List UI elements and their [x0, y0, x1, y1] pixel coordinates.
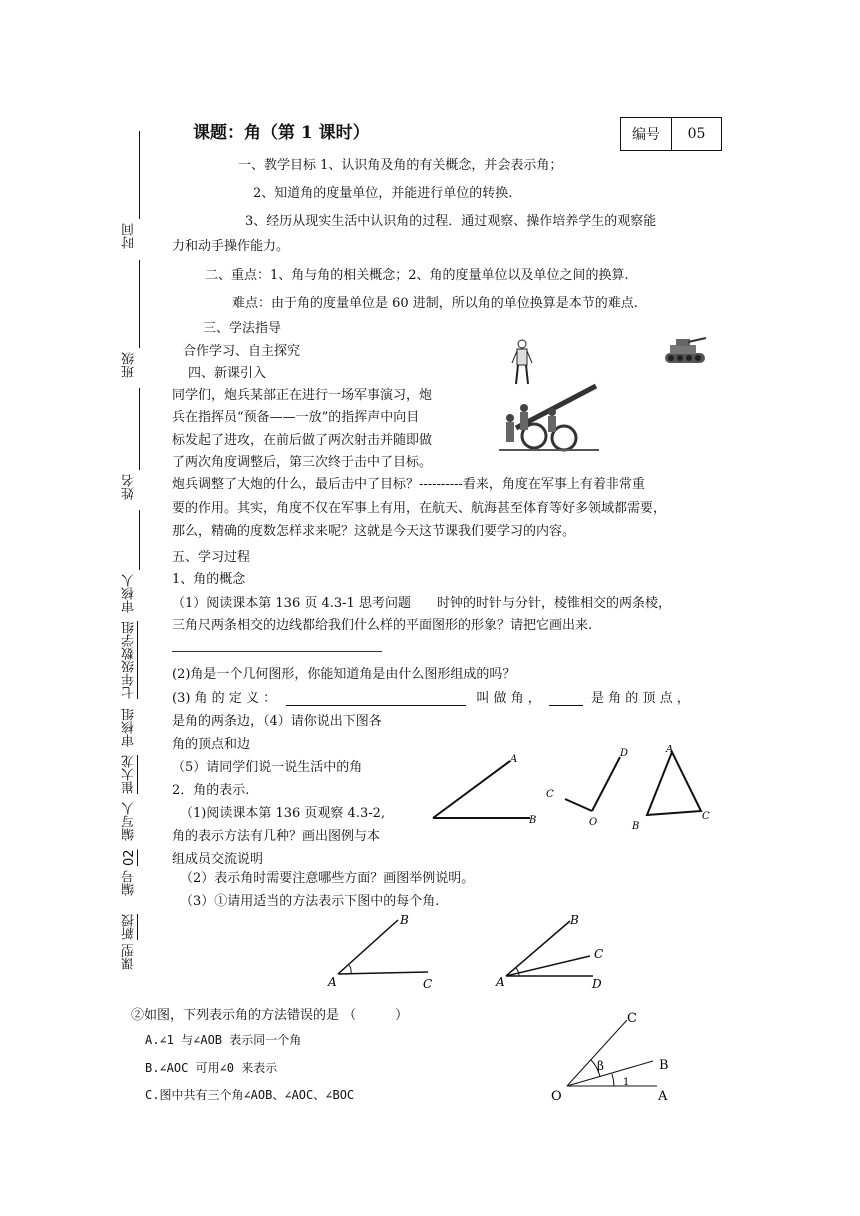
sidebar-author-value: 崔大龙: [122, 754, 137, 794]
goal-line-1: 一、教学目标 1、认识角及角的有关概念，并会表示角；: [238, 158, 563, 173]
choice-question-stem: ②如图，下列表示角的方法错误的是 （ ）: [131, 1008, 409, 1023]
angle-figure-4: [327, 913, 432, 991]
angle-figure-3: [631, 745, 710, 832]
sidebar-class-label: 班级: [122, 351, 137, 378]
choice-option-b[interactable]: B.∠AOC 可用∠0 来表示: [145, 1061, 278, 1075]
question-1-line-b: 三角尺两条相交的边线都给我们什么样的平面图形的形象？请把它画出来.: [172, 618, 593, 633]
method-body: 合作学习、自主探究: [183, 344, 301, 359]
definition-prefix: (3) 角 的 定 义 ：: [172, 691, 277, 706]
tank-illustration: [662, 333, 708, 369]
figure-label: B: [529, 815, 537, 826]
answer-line: [172, 651, 382, 652]
representation-q3: （3）①请用适当的方法表示下图中的每个角.: [180, 894, 440, 909]
intro-line: 标发起了进攻，在前后做了两次射击并随即做: [172, 433, 433, 448]
difficulty-line: 难点：由于角的度量单位是 60 进制，所以角的单位换算是本节的难点.: [232, 296, 638, 311]
process-heading: 五、学习过程: [172, 550, 251, 565]
concept-subheading: 1、角的概念: [172, 572, 246, 587]
figure-label: C: [594, 947, 604, 961]
figure-label: B: [400, 913, 409, 927]
intro-line: 炮兵调整了大炮的什么，最后击中了目标？----------看来，角度在军事上有着非常重: [172, 477, 645, 492]
intro-line: 那么，精确的度数怎样求来呢？这就是今天这节课我们要学习的内容。: [172, 524, 576, 539]
figure-label: O: [589, 817, 598, 828]
angle-figures-row-2: [320, 906, 640, 996]
figure-label: A: [510, 754, 518, 765]
sidebar-lesson-type-label: 课型: [122, 944, 137, 970]
question-1-line-a: （1）阅读课本第 136 页 4.3-1 思考问题 时钟的时针与分针，棱锥相交的两条棱，: [172, 596, 671, 611]
sidebar-author-label: 编写人: [122, 801, 137, 841]
figure-label: D: [620, 748, 629, 759]
figure-label: A: [328, 975, 337, 989]
sidebar-number-label: 编号: [122, 869, 137, 896]
method-heading: 三、学法指导: [203, 321, 282, 336]
definition-blank[interactable]: [286, 691, 466, 706]
choice-option-a[interactable]: A.∠1 与∠AOB 表示同一个角: [145, 1033, 302, 1047]
angle-figure-5: [495, 913, 603, 991]
figure-label: β: [597, 1059, 604, 1073]
sidebar-name-blank: [125, 388, 140, 470]
page-title: 课题：角（第 1 课时）: [193, 123, 370, 143]
sidebar-lesson-type-value: 新授: [122, 913, 137, 940]
goal-line-2: 2、知道角的度量单位，并能进行单位的转换.: [253, 186, 513, 201]
number-label: 编号: [621, 118, 672, 150]
figure-label: O: [551, 1089, 562, 1104]
figure-label: C: [627, 1011, 637, 1026]
sidebar-review-group-label: 审核组: [122, 707, 137, 747]
sidebar-review-group-value: 七年级数学组: [122, 621, 137, 700]
keypoint-line: 二、重点：1、角与角的相关概念；2、角的度量单位以及单位之间的换算.: [205, 268, 629, 283]
definition-suffix: 是 角 的 顶 点 ，: [591, 691, 690, 706]
figure-label: 1: [623, 1077, 630, 1088]
angle-figures-row-1: [425, 745, 725, 835]
goal-line-4: 力和动手操作能力。: [172, 239, 290, 254]
sidebar-name-label: 姓名: [122, 474, 137, 501]
sidebar-vertical-info: [120, 140, 140, 970]
sidebar-reviewer-label: 审核人: [122, 574, 137, 614]
question-2: (2)角是一个几何图形，你能知道角是由什么图形组成的吗？: [172, 667, 516, 682]
figure-label: A: [496, 975, 505, 989]
intro-line: 同学们，炮兵某部正在进行一场军事演习，炮: [172, 388, 433, 403]
intro-line: 了两次角度调整后，第三次终于击中了目标。: [172, 455, 433, 470]
choice-option-c[interactable]: C.图中共有三个角∠AOB、∠AOC、∠BOC: [145, 1088, 355, 1102]
figure-label: D: [592, 977, 602, 991]
figure-label: A: [658, 1089, 668, 1104]
figure-label: C: [702, 811, 710, 822]
angle-figure-2: [546, 748, 628, 828]
artillery-illustration: [494, 378, 606, 458]
definition-middle: 叫 做 角 ，: [476, 691, 541, 706]
figure-label: C: [546, 789, 554, 800]
representation-q1-line-b: 角的表示方法有几种？画出图例与本: [172, 829, 381, 844]
representation-q1-line-a: （1)阅读课本第 136 页观察 4.3-2,: [180, 806, 386, 821]
question-3-line-b: 是角的两条边，（4）请你说出下图各: [172, 714, 382, 729]
figure-label: B: [570, 913, 579, 927]
sidebar-reviewer-blank: [125, 510, 140, 570]
question-3-line-a: [172, 687, 690, 706]
question-3-line-c: 角的顶点和边: [172, 737, 251, 752]
figure-label: A: [666, 745, 674, 755]
intro-line: 要的作用。其实，角度不仅在军事上有用，在航天、航海甚至体育等好多领域都需要，: [172, 501, 667, 516]
sidebar-class-blank: [125, 260, 140, 348]
representation-q2: （2）表示角时需要注意哪些方面？画图举例说明。: [180, 871, 475, 886]
number-value: 05: [687, 126, 706, 142]
vertex-blank[interactable]: [549, 691, 583, 706]
number-box: [620, 117, 722, 151]
goal-line-3: 3、经历从现实生活中认识角的过程．通过观察、操作培养学生的观察能: [245, 214, 657, 229]
sidebar-time-label: 时间: [122, 223, 137, 250]
question-5: （5）请同学们说一说生活中的角: [172, 760, 363, 775]
representation-q1-line-c: 组成员交流说明: [172, 852, 264, 867]
angle-figure-1: [433, 754, 536, 826]
intro-heading: 四、新课引入: [188, 366, 267, 381]
figure-label: B: [659, 1058, 669, 1073]
sidebar-number-value: 02: [122, 849, 137, 866]
intro-line: 兵在指挥员“预备——一放”的指挥声中向目: [172, 410, 420, 425]
angle-figure-6: [545, 1008, 695, 1108]
sidebar-time-blank: [125, 131, 140, 219]
figure-label: B: [632, 821, 640, 832]
figure-label: C: [423, 977, 433, 991]
representation-subheading: 2．角的表示.: [172, 783, 250, 798]
